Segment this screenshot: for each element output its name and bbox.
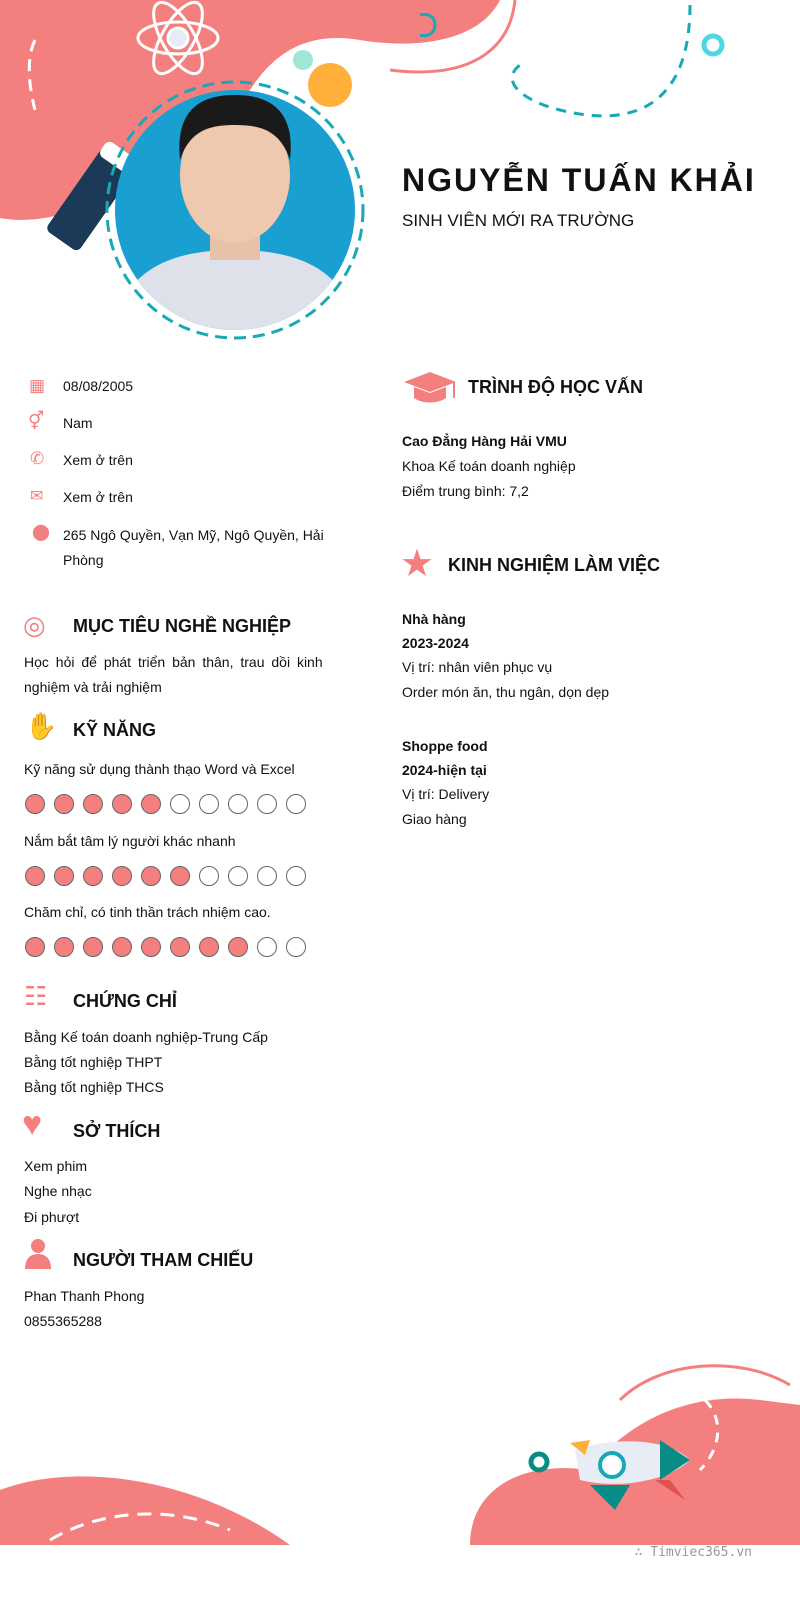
school-name: Cao Đẳng Hàng Hải VMU	[402, 433, 567, 449]
job-description: Order món ăn, thu ngân, dọn dẹp	[402, 684, 610, 700]
job-company: Nhà hàng	[402, 611, 466, 627]
hobby-item: Xem phim	[24, 1158, 88, 1174]
calendar-icon: ▦	[29, 376, 46, 395]
certificate-item: Bằng tốt nghiệp THPT	[24, 1054, 163, 1070]
skill-rating	[25, 866, 306, 886]
rating-dot-filled	[199, 937, 219, 957]
skills-title: KỸ NĂNG	[73, 720, 157, 740]
star-icon: ★	[400, 543, 435, 585]
rating-dot-filled	[112, 866, 132, 886]
lightbulb-icon	[293, 50, 352, 107]
rating-dot-empty	[257, 866, 277, 886]
phone-icon: ✆	[30, 449, 45, 468]
rating-dot-filled	[141, 937, 161, 957]
skill-name: Kỹ năng sử dụng thành thạo Word và Excel	[24, 761, 295, 777]
rating-dot-empty	[228, 866, 248, 886]
rating-dot-empty	[170, 794, 190, 814]
references-title: NGƯỜI THAM CHIẾU	[73, 1250, 254, 1270]
phone: Xem ở trên	[63, 452, 133, 468]
skill-rating	[25, 794, 306, 814]
rating-dot-filled	[25, 937, 45, 957]
rating-dot-filled	[25, 866, 45, 886]
rating-dot-empty	[286, 866, 306, 886]
hobby-item: Nghe nhạc	[24, 1183, 92, 1199]
job-company: Shoppe food	[402, 738, 488, 754]
hobby-item: Đi phượt	[24, 1209, 80, 1225]
job-period: 2024-hiện tại	[402, 762, 487, 778]
certificates-title: CHỨNG CHỈ	[73, 991, 177, 1011]
rating-dot-filled	[83, 866, 103, 886]
rating-dot-empty	[286, 937, 306, 957]
rating-dot-filled	[54, 866, 74, 886]
rating-dot-filled	[141, 866, 161, 886]
heart-icon: ♥	[22, 1105, 43, 1143]
job-position: Vị trí: nhân viên phục vụ	[402, 659, 553, 675]
reference-phone: 0855365288	[24, 1313, 102, 1329]
rating-dot-empty	[257, 937, 277, 957]
job-position: Vị trí: Delivery	[402, 786, 490, 802]
rating-dot-empty	[228, 794, 248, 814]
address: 265 Ngô Quyền, Vạn Mỹ, Ngô Quyền, Hải	[63, 527, 324, 543]
major: Khoa Kế toán doanh nghiệp	[402, 458, 576, 474]
rating-dot-filled	[83, 794, 103, 814]
rating-dot-empty	[257, 794, 277, 814]
email-icon: ✉	[30, 488, 44, 505]
objective-line1: Học hỏi để phát triển bản thân, trau dồi kinh	[24, 654, 323, 670]
objective-line2: nghiệm và trải nghiệm	[24, 679, 162, 695]
address-line2: Phòng	[63, 552, 104, 568]
job-period: 2023-2024	[402, 635, 469, 651]
hobbies-title: SỞ THÍCH	[73, 1121, 161, 1141]
rating-dot-filled	[170, 937, 190, 957]
rating-dot-filled	[228, 937, 248, 957]
job-description: Giao hàng	[402, 811, 467, 827]
gender: Nam	[63, 415, 93, 431]
footer-decoration	[0, 1340, 800, 1612]
rating-dot-filled	[25, 794, 45, 814]
rating-dot-filled	[54, 794, 74, 814]
certificate-item: Bằng Kế toán doanh nghiệp-Trung Cấp	[24, 1029, 268, 1045]
objective-title: MỤC TIÊU NGHỀ NGHIỆP	[73, 616, 292, 636]
reference-name: Phan Thanh Phong	[24, 1288, 145, 1304]
rating-dot-filled	[170, 866, 190, 886]
birthdate: 08/08/2005	[63, 378, 134, 394]
watermark: ∴ Timviec365.vn	[634, 1545, 752, 1560]
gender-icon: ⚥	[28, 411, 45, 431]
rating-dot-empty	[199, 794, 219, 814]
candidate-name: NGUYỄN TUẤN KHẢI	[402, 162, 756, 198]
skill-rating	[25, 937, 306, 957]
graduation-cap-icon	[402, 370, 458, 404]
experience-title: KINH NGHIỆM LÀM VIỆC	[448, 555, 661, 575]
rating-dot-filled	[112, 937, 132, 957]
hand-icon: ✋	[25, 711, 58, 741]
candidate-title: SINH VIÊN MỚI RA TRƯỜNG	[402, 211, 635, 230]
target-icon: ◎	[23, 610, 46, 640]
rating-dot-empty	[199, 866, 219, 886]
education-title: TRÌNH ĐỘ HỌC VẤN	[468, 377, 643, 397]
checklist-icon: ☷	[24, 981, 48, 1011]
location-icon: ⬤	[32, 524, 50, 541]
rating-dot-filled	[141, 794, 161, 814]
rating-dot-filled	[54, 937, 74, 957]
email: Xem ở trên	[63, 489, 133, 505]
gpa: Điểm trung bình: 7,2	[402, 483, 529, 499]
certificate-item: Bằng tốt nghiệp THCS	[24, 1079, 164, 1095]
skill-name: Nắm bắt tâm lý người khác nhanh	[24, 833, 236, 849]
rating-dot-empty	[286, 794, 306, 814]
skill-name: Chăm chỉ, có tinh thần trách nhiệm cao.	[24, 904, 271, 920]
rating-dot-filled	[83, 937, 103, 957]
rating-dot-filled	[112, 794, 132, 814]
person-icon	[24, 1238, 52, 1270]
